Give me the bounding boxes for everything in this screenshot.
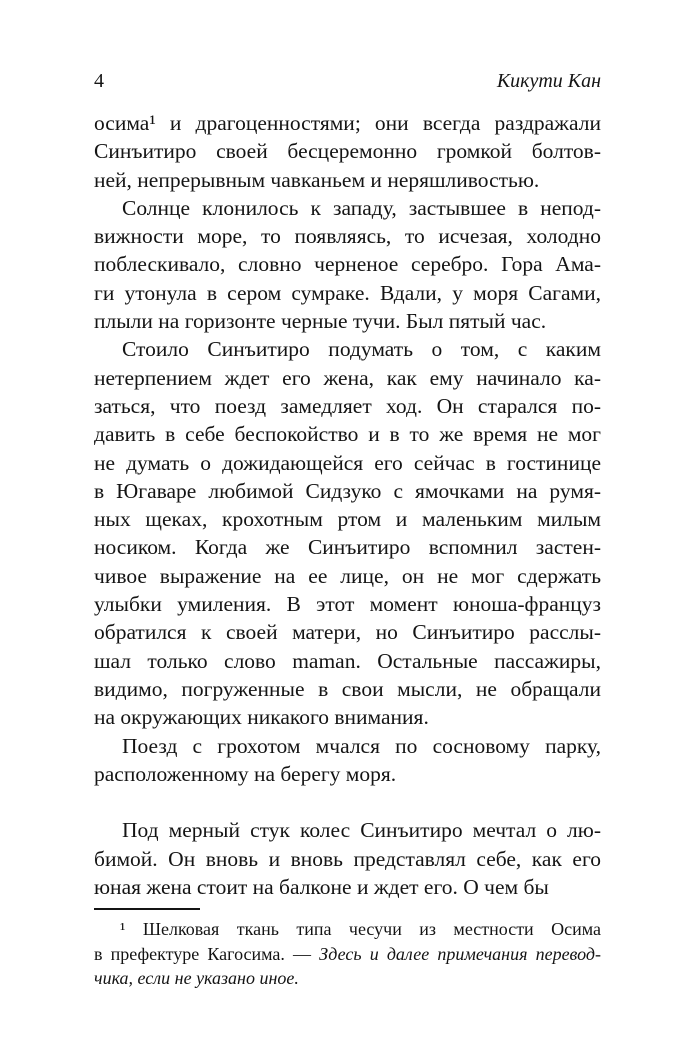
text-line: в Югаваре любимой Сидзуко с ямочками на румя- [94,478,601,503]
footnote-italic-segment: Здесь и далее примечания перевод- [319,943,601,964]
paragraph [94,732,601,789]
text-line: видимо, погруженные в свои мысли, не обращали [94,676,601,701]
text-line: Солнце клонилось к западу, застывшее в непод- [122,195,601,220]
text-line: ней, непрерывным чавканьем и неряшливостью. [94,167,540,192]
footnote-area [94,908,601,990]
text-line: Стоило Синъитиро подумать о том, с каким [122,337,601,362]
text-line: не думать о дожидающейся его сейчас в гостинице [94,450,601,475]
paragraph [94,816,601,901]
text-line: ги утонула в сером сумраке. Вдали, у моря Сагами, [94,280,601,305]
text-line: бимой. Он вновь и вновь представлял себе, как его [94,846,601,871]
text-line: носиком. Когда же Синъитиро вспомнил застен- [94,535,601,560]
text-line: плыли на горизонте черные тучи. Был пятый час. [94,309,547,334]
text-line: юная жена стоит на балконе и ждет его. О чем бы [94,875,549,900]
page-number: 4 [94,70,104,92]
paragraph [94,109,601,194]
text-line: шал только слово maman. Остальные пассажиры, [94,648,601,673]
text-line: улыбки умиления. В этот момент юноша-француз [94,592,601,617]
text-line: давить в себе беспокойство и в то же время не мог [94,422,601,447]
footnote-italic-segment: чика, если не указано иное. [94,967,299,988]
text-line: расположенному на берегу моря. [94,761,397,786]
body-text [94,109,601,901]
footnote-line [94,966,601,990]
text-line: Под мерный стук колес Синъитиро мечтал о лю- [122,818,601,843]
text-line: вижности море, то появляясь, то исчезая, холодно [94,224,601,249]
page-header [94,70,601,92]
footnote-line [94,917,601,941]
text-line: нетерпением ждет его жена, как ему начинало ка- [94,365,601,390]
footnote-text [94,917,601,990]
text-line: заться, что поезд замедляет ход. Он старался по- [94,393,601,418]
text-line: Поезд с грохотом мчался по сосновому парку, [122,733,601,758]
running-title: Кикути Кан [496,70,601,92]
footnote-divider [94,908,200,910]
text-line: чивое выражение на ее лице, он не мог сдержать [94,563,601,588]
paragraph [94,335,601,731]
footnote-line [94,942,601,966]
footnote-segment: в префектуре Кагосима. — [94,943,320,964]
paragraph [94,194,601,335]
text-line: поблескивало, словно черненое серебро. Гора Ама- [94,252,601,277]
text-line: обратился к своей матери, но Синъитиро расслы- [94,620,601,645]
text-line: ных щеках, крохотным ртом и маленьким милым [94,507,601,532]
text-line: Синъитиро своей бесцеремонно громкой болтов- [94,139,601,164]
text-line: на окружающих никакого внимания. [94,705,429,730]
footnote-segment: ¹ Шелковая ткань типа чесучи из местности Осима [120,919,601,940]
text-line: осима¹ и драгоценностями; они всегда раздражали [94,111,601,135]
